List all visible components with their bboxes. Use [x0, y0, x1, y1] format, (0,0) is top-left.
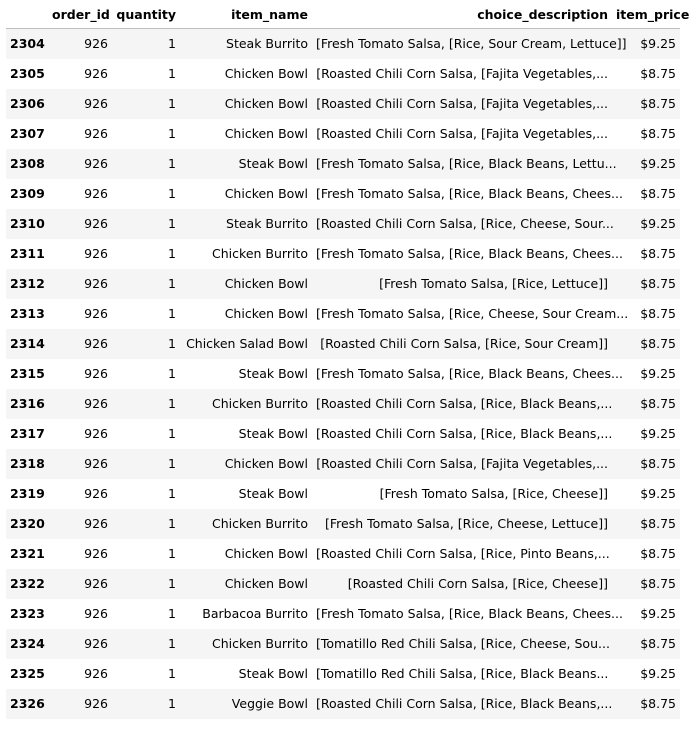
cell-quantity: 1: [168, 246, 176, 261]
row-index: 2305: [10, 66, 45, 81]
cell-item-price: $8.75: [640, 546, 676, 561]
cell-choice-description: [Roasted Chili Corn Salsa, [Rice, Sour Cream]]: [320, 336, 608, 351]
cell-item-price: $8.75: [640, 96, 676, 111]
cell-quantity: 1: [168, 456, 176, 471]
row-index: 2309: [10, 186, 45, 201]
cell-item-name: Chicken Bowl: [224, 96, 308, 111]
table-row: [6, 509, 680, 539]
row-index: 2318: [10, 456, 45, 471]
cell-item-name: Chicken Bowl: [224, 456, 308, 471]
table-row: [6, 629, 680, 659]
cell-choice-description: [Roasted Chili Corn Salsa, [Fajita Vegetables,...: [316, 96, 608, 111]
table-row: [6, 119, 680, 149]
row-index: 2310: [10, 216, 45, 231]
cell-quantity: 1: [168, 636, 176, 651]
row-index: 2316: [10, 396, 45, 411]
cell-quantity: 1: [168, 426, 176, 441]
row-index: 2317: [10, 426, 45, 441]
cell-choice-description: [Roasted Chili Corn Salsa, [Fajita Vegetables,...: [316, 66, 608, 81]
cell-choice-description: [Fresh Tomato Salsa, [Rice, Black Beans, Lettu...: [316, 156, 617, 171]
cell-item-price: $8.75: [640, 696, 676, 711]
column-header-order-id: order_id: [48, 0, 112, 29]
row-index: 2314: [10, 336, 45, 351]
cell-order-id: 926: [84, 696, 108, 711]
cell-quantity: 1: [168, 126, 176, 141]
table-row: [6, 449, 680, 479]
cell-item-price: $8.75: [640, 186, 676, 201]
cell-item-price: $8.75: [640, 636, 676, 651]
cell-item-name: Steak Burrito: [226, 216, 308, 231]
cell-choice-description: [Roasted Chili Corn Salsa, [Rice, Pinto Beans,...: [316, 546, 610, 561]
cell-order-id: 926: [84, 546, 108, 561]
cell-item-name: Chicken Bowl: [224, 126, 308, 141]
row-index: 2323: [10, 606, 45, 621]
cell-choice-description: [Fresh Tomato Salsa, [Rice, Cheese]]: [379, 486, 608, 501]
row-index: 2311: [10, 246, 45, 261]
table-row: [6, 329, 680, 359]
row-index: 2307: [10, 126, 45, 141]
cell-quantity: 1: [168, 276, 176, 291]
cell-order-id: 926: [84, 96, 108, 111]
cell-quantity: 1: [168, 516, 176, 531]
cell-item-price: $9.25: [640, 486, 676, 501]
table-row: [6, 389, 680, 419]
cell-order-id: 926: [84, 366, 108, 381]
cell-choice-description: [Fresh Tomato Salsa, [Rice, Black Beans, Chees...: [316, 606, 623, 621]
cell-item-price: $8.75: [640, 576, 676, 591]
cell-item-name: Steak Bowl: [238, 156, 308, 171]
cell-order-id: 926: [84, 216, 108, 231]
row-index: 2308: [10, 156, 45, 171]
cell-quantity: 1: [168, 36, 176, 52]
cell-item-price: $9.25: [640, 666, 676, 681]
cell-order-id: 926: [84, 306, 108, 321]
table-header: [6, 0, 689, 29]
cell-item-price: $8.75: [640, 306, 676, 321]
cell-quantity: 1: [168, 666, 176, 681]
table-row: [6, 599, 680, 629]
cell-item-price: $9.25: [640, 426, 676, 441]
cell-item-name: Chicken Salad Bowl: [186, 336, 308, 351]
cell-choice-description: [Roasted Chili Corn Salsa, [Rice, Cheese, Sour...: [316, 216, 614, 231]
row-index: 2324: [10, 636, 45, 651]
row-index: 2326: [10, 696, 45, 711]
cell-item-name: Steak Bowl: [238, 366, 308, 381]
cell-order-id: 926: [84, 246, 108, 261]
cell-order-id: 926: [84, 66, 108, 81]
cell-choice-description: [Tomatillo Red Chili Salsa, [Rice, Cheese, Sou...: [316, 636, 610, 651]
cell-choice-description: [Fresh Tomato Salsa, [Rice, Black Beans, Chees...: [316, 366, 623, 381]
cell-item-name: Steak Bowl: [238, 426, 308, 441]
cell-item-name: Chicken Bowl: [224, 306, 308, 321]
header-row: [6, 0, 680, 29]
cell-item-price: $8.75: [640, 396, 676, 411]
cell-item-price: $8.75: [640, 276, 676, 291]
cell-item-price: $8.75: [640, 516, 676, 531]
cell-item-name: Barbacoa Burrito: [202, 606, 308, 621]
cell-item-name: Steak Bowl: [238, 486, 308, 501]
cell-order-id: 926: [84, 666, 108, 681]
cell-quantity: 1: [168, 216, 176, 231]
cell-choice-description: [Roasted Chili Corn Salsa, [Rice, Cheese]]: [347, 576, 608, 591]
cell-item-price: $8.75: [640, 66, 676, 81]
cell-order-id: 926: [84, 36, 108, 52]
table-row: [6, 29, 680, 59]
cell-order-id: 926: [84, 516, 108, 531]
table-body: [6, 29, 680, 719]
table-row: [6, 179, 680, 209]
cell-choice-description: [Roasted Chili Corn Salsa, [Fajita Vegetables,...: [316, 126, 608, 141]
cell-quantity: 1: [168, 696, 176, 711]
row-index: 2304: [10, 36, 45, 52]
cell-item-price: $8.75: [640, 336, 676, 351]
cell-order-id: 926: [84, 576, 108, 591]
table-row: [6, 239, 680, 269]
cell-quantity: 1: [168, 96, 176, 111]
table-row: [6, 299, 680, 329]
cell-item-price: $9.25: [640, 216, 676, 231]
table-row: [6, 569, 680, 599]
cell-item-price: $9.25: [640, 366, 676, 381]
row-index: 2322: [10, 576, 45, 591]
cell-choice-description: [Tomatillo Red Chili Salsa, [Rice, Black Beans...: [316, 666, 609, 681]
cell-order-id: 926: [84, 606, 108, 621]
column-header-item-price: item_price: [612, 0, 680, 29]
cell-order-id: 926: [84, 636, 108, 651]
cell-quantity: 1: [168, 306, 176, 321]
cell-item-name: Chicken Burrito: [212, 516, 308, 531]
cell-item-price: $9.25: [640, 36, 676, 52]
cell-item-name: Steak Bowl: [238, 666, 308, 681]
row-index: 2321: [10, 546, 45, 561]
cell-order-id: 926: [84, 126, 108, 141]
row-index: 2320: [10, 516, 45, 531]
table-row: [6, 59, 680, 89]
table-row: [6, 209, 680, 239]
cell-quantity: 1: [168, 366, 176, 381]
cell-item-name: Chicken Burrito: [212, 246, 308, 261]
row-index: 2315: [10, 366, 45, 381]
table-row: [6, 149, 680, 179]
cell-quantity: 1: [168, 396, 176, 411]
cell-choice-description: [Roasted Chili Corn Salsa, [Rice, Black Beans,...: [316, 426, 613, 441]
cell-item-price: $8.75: [640, 126, 676, 141]
cell-quantity: 1: [168, 336, 176, 351]
dataframe-table: [6, 0, 689, 719]
cell-item-price: $8.75: [640, 456, 676, 471]
cell-quantity: 1: [168, 486, 176, 501]
table-row: [6, 89, 680, 119]
cell-choice-description: [Fresh Tomato Salsa, [Rice, Sour Cream, Lettuce]]: [316, 36, 627, 52]
cell-item-price: $9.25: [640, 606, 676, 621]
row-index: 2319: [10, 486, 45, 501]
cell-item-name: Chicken Bowl: [224, 276, 308, 291]
row-index: 2312: [10, 276, 45, 291]
column-header-quantity: quantity: [112, 0, 180, 29]
cell-quantity: 1: [168, 66, 176, 81]
cell-item-name: Chicken Bowl: [224, 576, 308, 591]
cell-item-name: Veggie Bowl: [231, 696, 308, 711]
table-row: [6, 269, 680, 299]
cell-order-id: 926: [84, 336, 108, 351]
row-index: 2306: [10, 96, 45, 111]
cell-choice-description: [Roasted Chili Corn Salsa, [Fajita Vegetables,...: [316, 456, 608, 471]
column-header-item-name: item_name: [180, 0, 312, 29]
cell-choice-description: [Roasted Chili Corn Salsa, [Rice, Black Beans,...: [316, 396, 613, 411]
cell-order-id: 926: [84, 486, 108, 501]
cell-quantity: 1: [168, 606, 176, 621]
cell-item-name: Chicken Burrito: [212, 636, 308, 651]
cell-quantity: 1: [168, 156, 176, 171]
cell-choice-description: [Roasted Chili Corn Salsa, [Rice, Black Beans,...: [316, 696, 613, 711]
cell-order-id: 926: [84, 456, 108, 471]
cell-choice-description: [Fresh Tomato Salsa, [Rice, Black Beans, Chees...: [316, 246, 623, 261]
cell-choice-description: [Fresh Tomato Salsa, [Rice, Black Beans, Chees...: [316, 186, 623, 201]
cell-item-name: Chicken Bowl: [224, 546, 308, 561]
table-row: [6, 659, 680, 689]
table-row: [6, 689, 680, 719]
cell-order-id: 926: [84, 186, 108, 201]
cell-item-name: Chicken Bowl: [224, 186, 308, 201]
table-row: [6, 539, 680, 569]
cell-choice-description: [Fresh Tomato Salsa, [Rice, Cheese, Sour Cream...: [316, 306, 629, 321]
table-row: [6, 359, 680, 389]
table-row: [6, 419, 680, 449]
cell-item-name: Steak Burrito: [226, 36, 308, 52]
cell-choice-description: [Fresh Tomato Salsa, [Rice, Lettuce]]: [379, 276, 608, 291]
cell-order-id: 926: [84, 156, 108, 171]
row-index: 2325: [10, 666, 45, 681]
table-row: [6, 479, 680, 509]
cell-order-id: 926: [84, 276, 108, 291]
cell-order-id: 926: [84, 426, 108, 441]
cell-order-id: 926: [84, 396, 108, 411]
cell-quantity: 1: [168, 576, 176, 591]
cell-item-price: $9.25: [640, 156, 676, 171]
row-index: 2313: [10, 306, 45, 321]
cell-item-price: $8.75: [640, 246, 676, 261]
column-header-choice-description: choice_description: [312, 0, 612, 29]
cell-item-name: Chicken Burrito: [212, 396, 308, 411]
cell-item-name: Chicken Bowl: [224, 66, 308, 81]
column-header-index: [6, 0, 48, 29]
cell-quantity: 1: [168, 546, 176, 561]
cell-choice-description: [Fresh Tomato Salsa, [Rice, Cheese, Lettuce]]: [324, 516, 608, 531]
cell-quantity: 1: [168, 186, 176, 201]
